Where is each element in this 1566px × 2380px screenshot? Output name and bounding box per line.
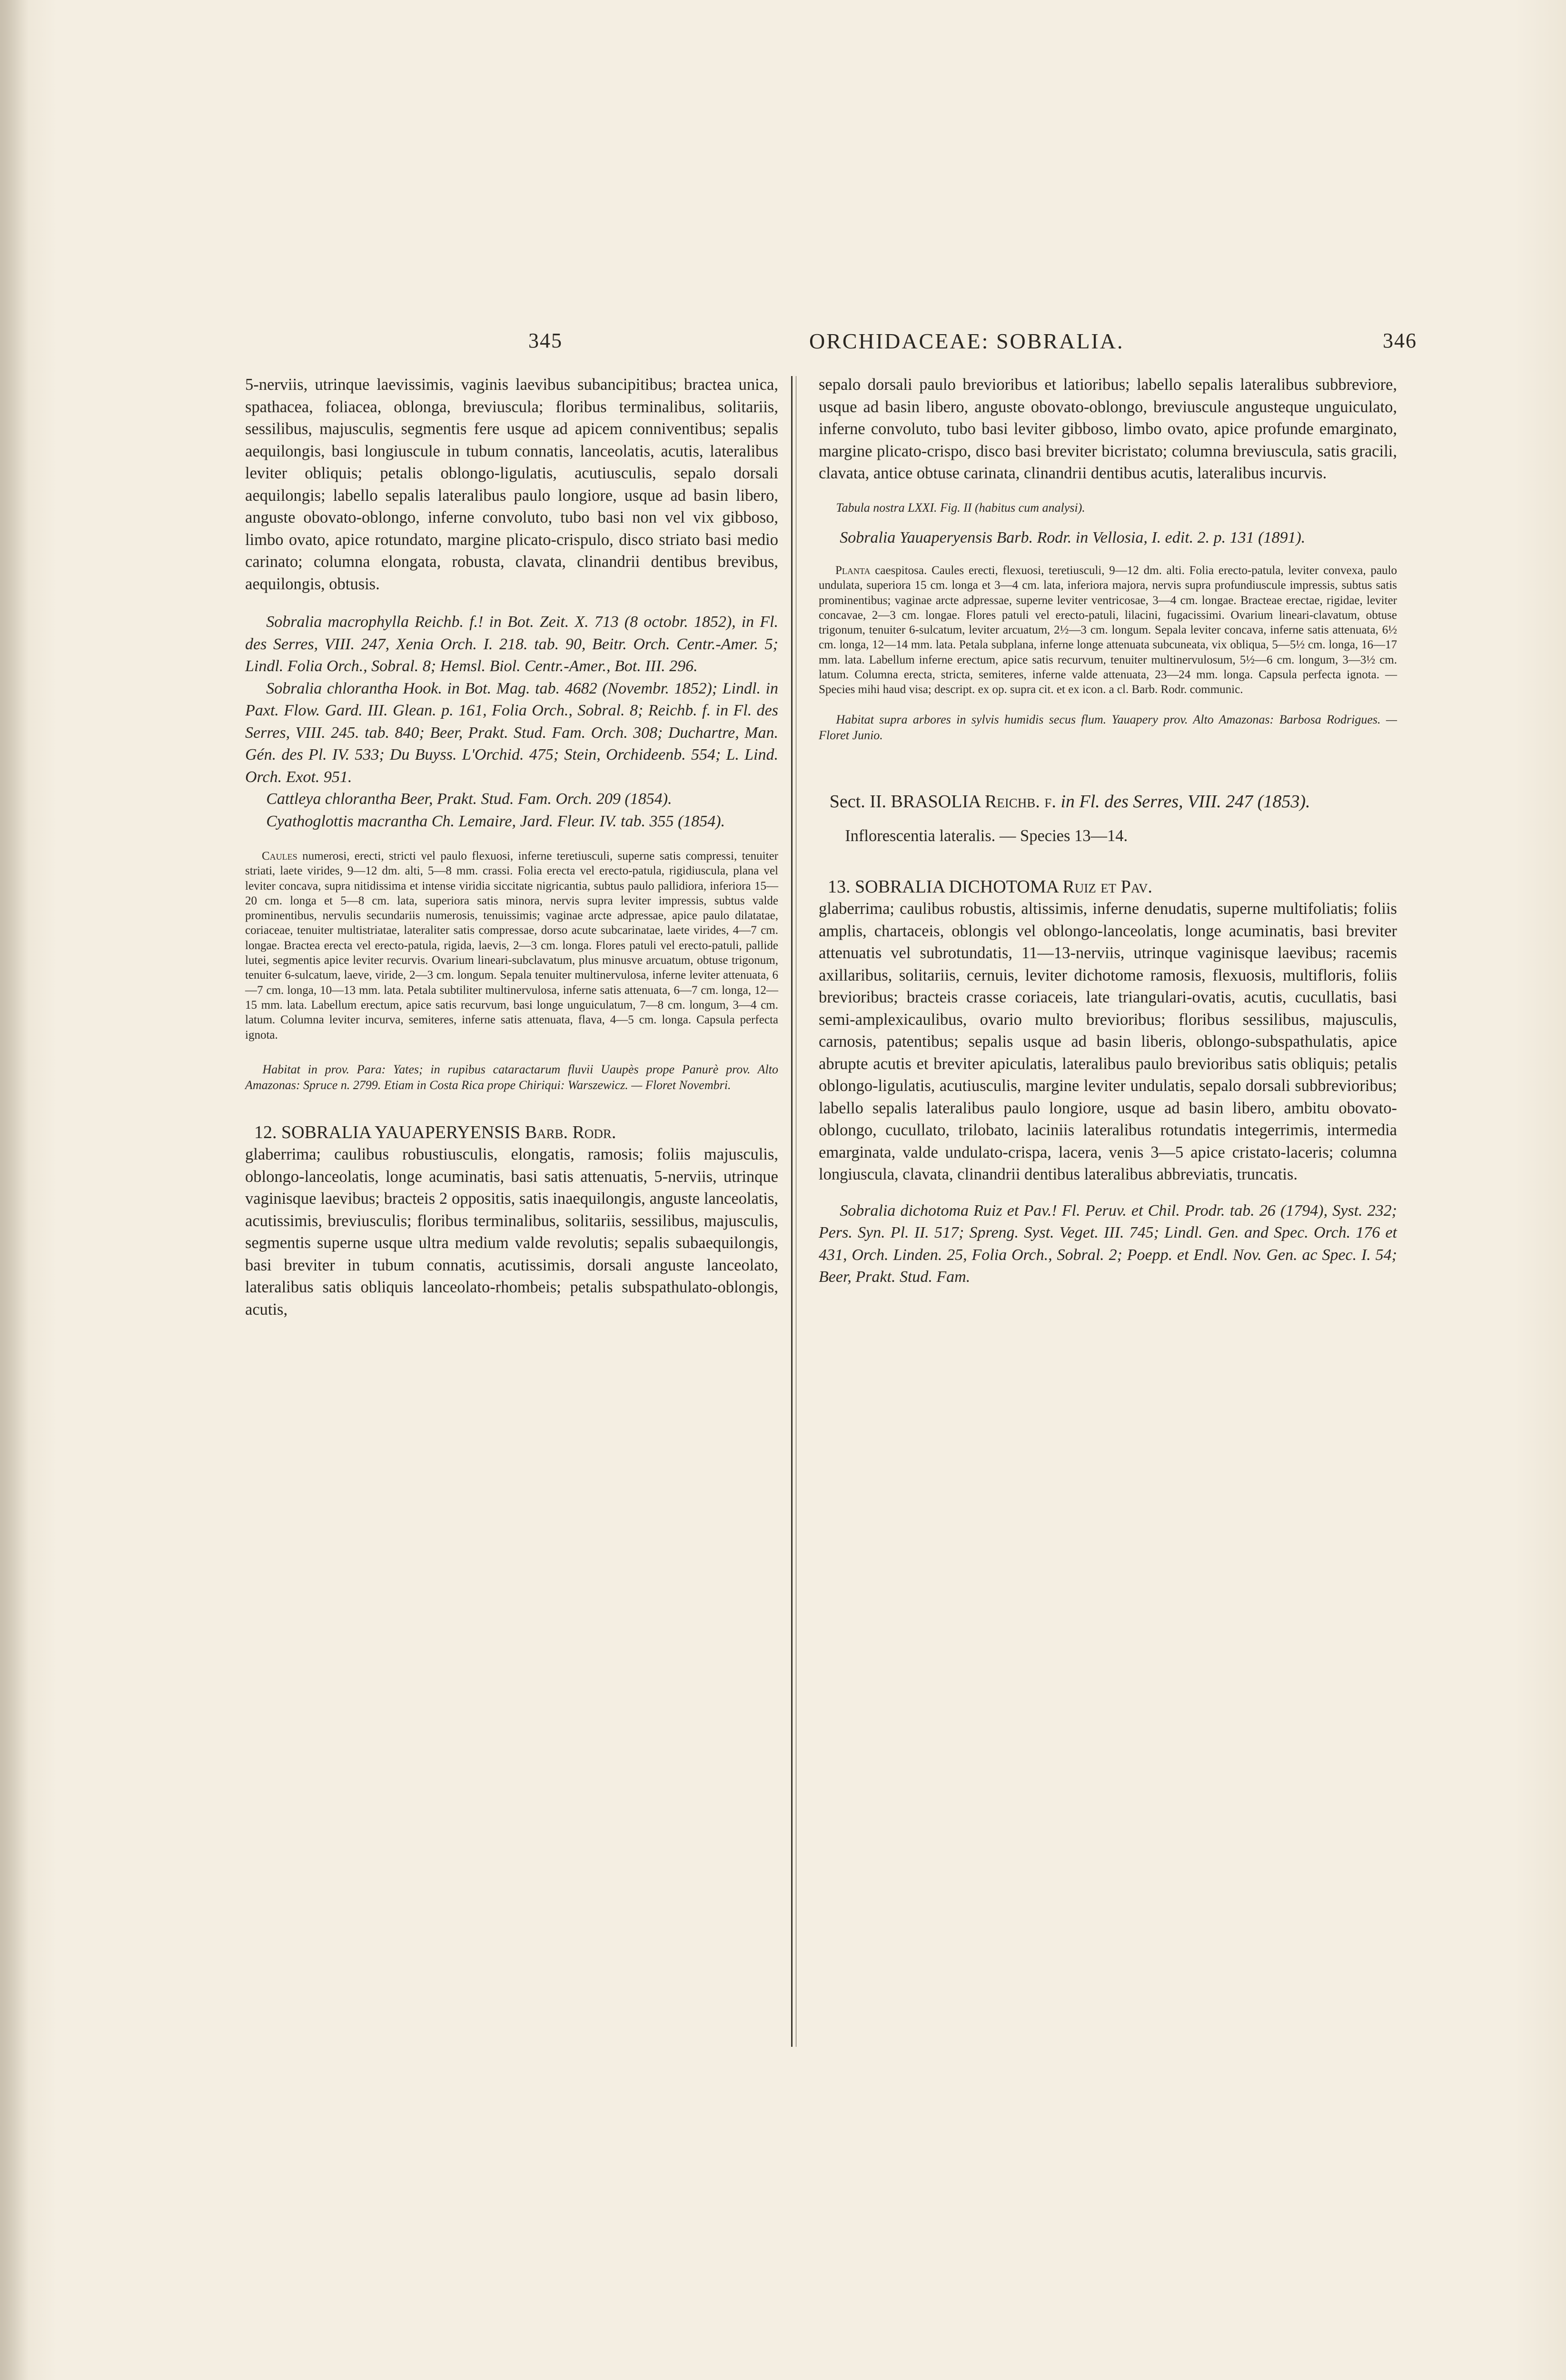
details-lead-right: Planta <box>835 564 871 577</box>
section-citation: in Fl. des Serres, VIII. 247 (1853). <box>1061 791 1310 812</box>
details-body-right: caespitosa. Caules erecti, flexuosi, teretiusculi, 9—12 dm. alti. Folia erecto-patula, leviter convexa, paulo undulata, superiora 15 cm. longa et 3—4 cm. lata, inferiora majora, nervis supra profundiuscule impressis, subtus satis prominentibus; vaginae arcte adpressae, superne leviter ventricosae, 3—4 cm. longae. Bracteae erectae, rigidae, leviter concavae, 2—3 cm. longae. Flores patuli vel erecto-patuli, lilacini, fugacissimi. Ovarium lineari-clavatum, obtuse trigonum, tenuiter 6-sulcatum, leviter arcuatum, 2½—3 cm. longum. Sepala leviter concava, inferne satis attenuata, 6½ cm. longa, 12—14 mm. lata. Petala subplana, inferne longe attenuata subcuneata, vix obliqua, 5—5½ cm. longa, 16—17 mm. lata. Labellum inferne erectum, apice satis recurvum, tenuiter multinervulosum, 5½—6 cm. longum, 3—3½ cm. latum. Columna erecta, stricta, semiteres, inferne valde attenuata, 23—24 mm. longa. Capsula perfecta ignota. — Species mihi haud visa; descript. ex op. supra cit. et ex icon. a cl. Barb. Rodr. communic. <box>819 564 1397 696</box>
description-continued: 5-nerviis, utrinque laevissimis, vaginis laevibus subancipitibus; bractea unica, spathacea, foliacea, oblonga, breviuscula; floribus terminalibus, solitariis, sessilibus, majusculis, segmentis fere usque ad apicem conniventibus; sepalis aequilongis, basi longiuscule in tubum connatis, lanceolatis, acutis, lateralibus leviter obliquis; petalis oblongo-ligulatis, acutiusculis, sepalo dorsali aequilongis; labello sepalis lateralibus paulo longiore, usque ad basin libero, anguste obovato-oblongo, inferne convoluto, tubo basi non vel vix gibboso, limbo ovato, apice rotundato, margine plicato-crispulo, disco striato basi medio carinato; columna elongata, robusta, clavata, clinandrii dentibus brevibus, aequilongis, obtusis. <box>245 376 778 593</box>
species-12-author: Barb. Rodr. <box>525 1122 616 1142</box>
species-13-heading <box>819 876 1397 898</box>
habitat-note: Habitat in prov. Para: Yates; in rupibus cataractarum fluvii Uaupès prope Panurè prov. Alto Amazonas: Spruce n. 2799. Etiam in Costa Rica prope Chiriqui: Warszewicz. — Floret Novembri. <box>245 1062 778 1092</box>
species-12-details <box>819 563 1397 697</box>
synonym-cyathoglottis: Cyathoglottis macrantha Ch. Lemaire, Jard. Fleur. IV. tab. 355 (1854). <box>266 812 725 830</box>
synonym-macrophylla: Sobralia macrophylla Reichb. f.! in Bot. Zeit. X. 713 (8 octobr. 1852), in Fl. des Serres, VIII. 247, Xenia Orch. I. 218. tab. 90, Beitr. Orch. Centr.-Amer. 5; Lindl. Folia Orch., Sobral. 8; Hemsl. Biol. Centr.-Amer., Bot. III. 296. <box>245 613 778 675</box>
species-12-description: glaberrima; caulibus robustiusculis, elongatis, ramosis; foliis majusculis, oblongo-lanceolatis, longe acuminatis, basi satis attenuatis, 5-nerviis, utrinque vaginisque laevibus; bracteis 2 oppositis, satis inaequilongis, anguste lanceolatis, acutissimis, breviusculis; floribus terminalibus, solitariis, sessilibus, majusculis, segmentis superne usque ultra medium valde revolutis; sepalis subaequilongis, basi breviter in tubum connatis, acutissimis, dorsali anguste lanceolato, lateralibus satis obliquis lanceolato-rhombeis; petalis subspathulato-oblongis, acutis, <box>245 1145 778 1319</box>
species-12-heading <box>245 1121 778 1144</box>
section-author: Reichb. f. <box>984 791 1056 812</box>
species-13-name: 13. SOBRALIA DICHOTOMA <box>828 876 1058 897</box>
section-heading <box>819 791 1397 813</box>
habitat-note-right: Habitat supra arbores in sylvis humidis secus flum. Yauapery prov. Alto Amazonas: Barbosa Rodrigues. — Floret Junio. <box>819 712 1397 742</box>
section-description: Inflorescentia lateralis. — Species 13—14. <box>845 827 1128 845</box>
details-lead: Caules <box>262 850 297 863</box>
species-13-description: glaberrima; caulibus robustis, altissimis, inferne denudatis, superne multifoliatis; foliis amplis, chartaceis, oblongis vel oblongo-lanceolatis, longe acuminatis, basi breviter attenuatis vel subrotundatis, 11—13-nerviis, utrinque vaginisque laevibus; racemis axillaribus, solitariis, cernuis, leviter dichotome ramosis, flexuosis, multifloris, foliis brevioribus; bracteis crasse coriaceis, late triangulari-ovatis, acutis, cucullatis, basi semi-amplexicaulibus, ovario multo brevioribus; floribus sessilibus, majusculis, carnosis, patentibus; sepalis usque ad basin liberis, oblongo-subspathulatis, apice abrupte acutis et breviter apiculatis, lateralibus paulo brevioribus satis obliquis; petalis oblongo-ligulatis, acutiusculis, margine leviter undulatis, sepalo dorsali subbrevioribus; labello sepalis lateralibus paulo longiore, usque ad basin libero, ambitu obovato-oblongo, cucullato, trilobato, laciniis lateralibus rotundatis integerrimis, intermedia emarginata, valde undulato-crispa, lacera, venis 3—5 apice cristato-laceris; columna longiuscula, clavata, clinandrii dentibus lateralibus abbreviatis, truncatis. <box>819 900 1397 1184</box>
synonym-dichotoma: Sobralia dichotoma Ruiz et Pav.! Fl. Peruv. et Chil. Prodr. tab. 26 (1794), Syst. 232; Pers. Syn. Pl. II. 517; Spreng. Syst. Veget. III. 745; Lindl. Gen. and Spec. Orch. 176 et 431, Orch. Linden. 25, Folia Orch., Sobral. 2; Poepp. et Endl. Nov. Gen. ac Spec. I. 54; Beer, Prakt. Stud. Fam. <box>819 1201 1397 1286</box>
species-12-name: 12. SOBRALIA YAUAPERYENSIS <box>254 1122 521 1142</box>
left-column <box>245 374 778 1320</box>
column-divider <box>791 376 793 2047</box>
synonym-cattleya: Cattleya chlorantha Beer, Prakt. Stud. Fam. Orch. 209 (1854). <box>266 790 672 808</box>
species-13-author: Ruiz et Pav. <box>1062 876 1152 897</box>
binding-shadow <box>0 0 29 2380</box>
detailed-description <box>245 849 778 1042</box>
plate-reference: Tabula nostra LXXI. Fig. II (habitus cum analysi). <box>836 500 1085 515</box>
left-page-number: 345 <box>528 329 563 352</box>
synonym-yauaperyensis: Sobralia Yauaperyensis Barb. Rodr. in Vellosia, I. edit. 2. p. 131 (1891). <box>840 528 1306 546</box>
section-name: Sect. II. BRASOLIA <box>829 791 981 812</box>
synonym-chlorantha: Sobralia chlorantha Hook. in Bot. Mag. tab. 4682 (Novembr. 1852); Lindl. in Paxt. Flow. Gard. III. Glean. p. 161, Folia Orch., Sobral. 8; Reichb. f. in Fl. des Serres, VIII. 245. tab. 840; Beer, Prakt. Stud. Fam. Orch. 308; Duchartre, Man. Gén. des Pl. IV. 533; Du Buyss. L'Orchid. 475; Stein, Orchideenb. 554; L. Lind. Orch. Exot. 951. <box>245 679 778 786</box>
species-12-description-cont: sepalo dorsali paulo brevioribus et latioribus; labello sepalis lateralibus subbreviore, usque ad basin libero, anguste obovato-oblongo, breviuscule angusteque unguiculato, inferne convoluto, tubo basi leviter gibboso, limbo ovato, apice profunde emarginato, margine plicato-crispo, disco basi breviter bicristato; columna breviuscula, satis gracili, clavata, antice obtuse carinata, clinandrii dentibus acutis, lateralibus incurvis. <box>819 376 1397 482</box>
right-column <box>819 374 1397 1289</box>
details-body: numerosi, erecti, stricti vel paulo flexuosi, inferne teretiusculi, superne satis compressi, tenuiter striati, laete virides, 9—12 dm. alti, 5—8 mm. crassi. Folia erecta vel erecto-patula, rigidiuscula, plana vel leviter concava, supra nitidissima et intense viridia siccitate nigricantia, subtus paulo pallidiora, inferiora 15—20 cm. longa et 5—8 cm. lata, superiora satis minora, nervis supra leviter impressis, subtus valde prominentibus, nervulis secundariis numerosis, tenuissimis; vaginae arcte adpressae, apice paulo dilatatae, coriaceae, tenuiter multistriatae, lateraliter satis compressae, dorso acute subcarinatae, laete virides, 4—7 cm. longae. Bractea erecta vel erecto-patula, rigida, laevis, 2—3 cm. longa. Flores patuli vel erecto-patuli, pallide lutei, segmentis apice leviter recurvis. Ovarium lineari-subclavatum, plus minusve arcuatum, obtuse trigonum, tenuiter 6-sulcatum, laeve, viride, 2—3 cm. longum. Sepala tenuiter multinervulosa, inferne leviter attenuata, 6—7 cm. longa, 10—13 mm. lata. Petala subtiliter multinervulosa, inferne satis attenuata, 6—7 cm. longa, 12—15 mm. lata. Labellum erectum, apice satis recurvum, basi longe unguiculatum, 7—8 cm. longum, 3—4 cm. latum. Columna leviter incurva, semiteres, inferne satis attenuata, flava, 4—5 cm. longa. Capsula perfecta ignota. <box>245 850 778 1041</box>
right-page-number: 346 <box>1383 329 1417 352</box>
running-title: ORCHIDACEAE: SOBRALIA. <box>809 329 1124 353</box>
